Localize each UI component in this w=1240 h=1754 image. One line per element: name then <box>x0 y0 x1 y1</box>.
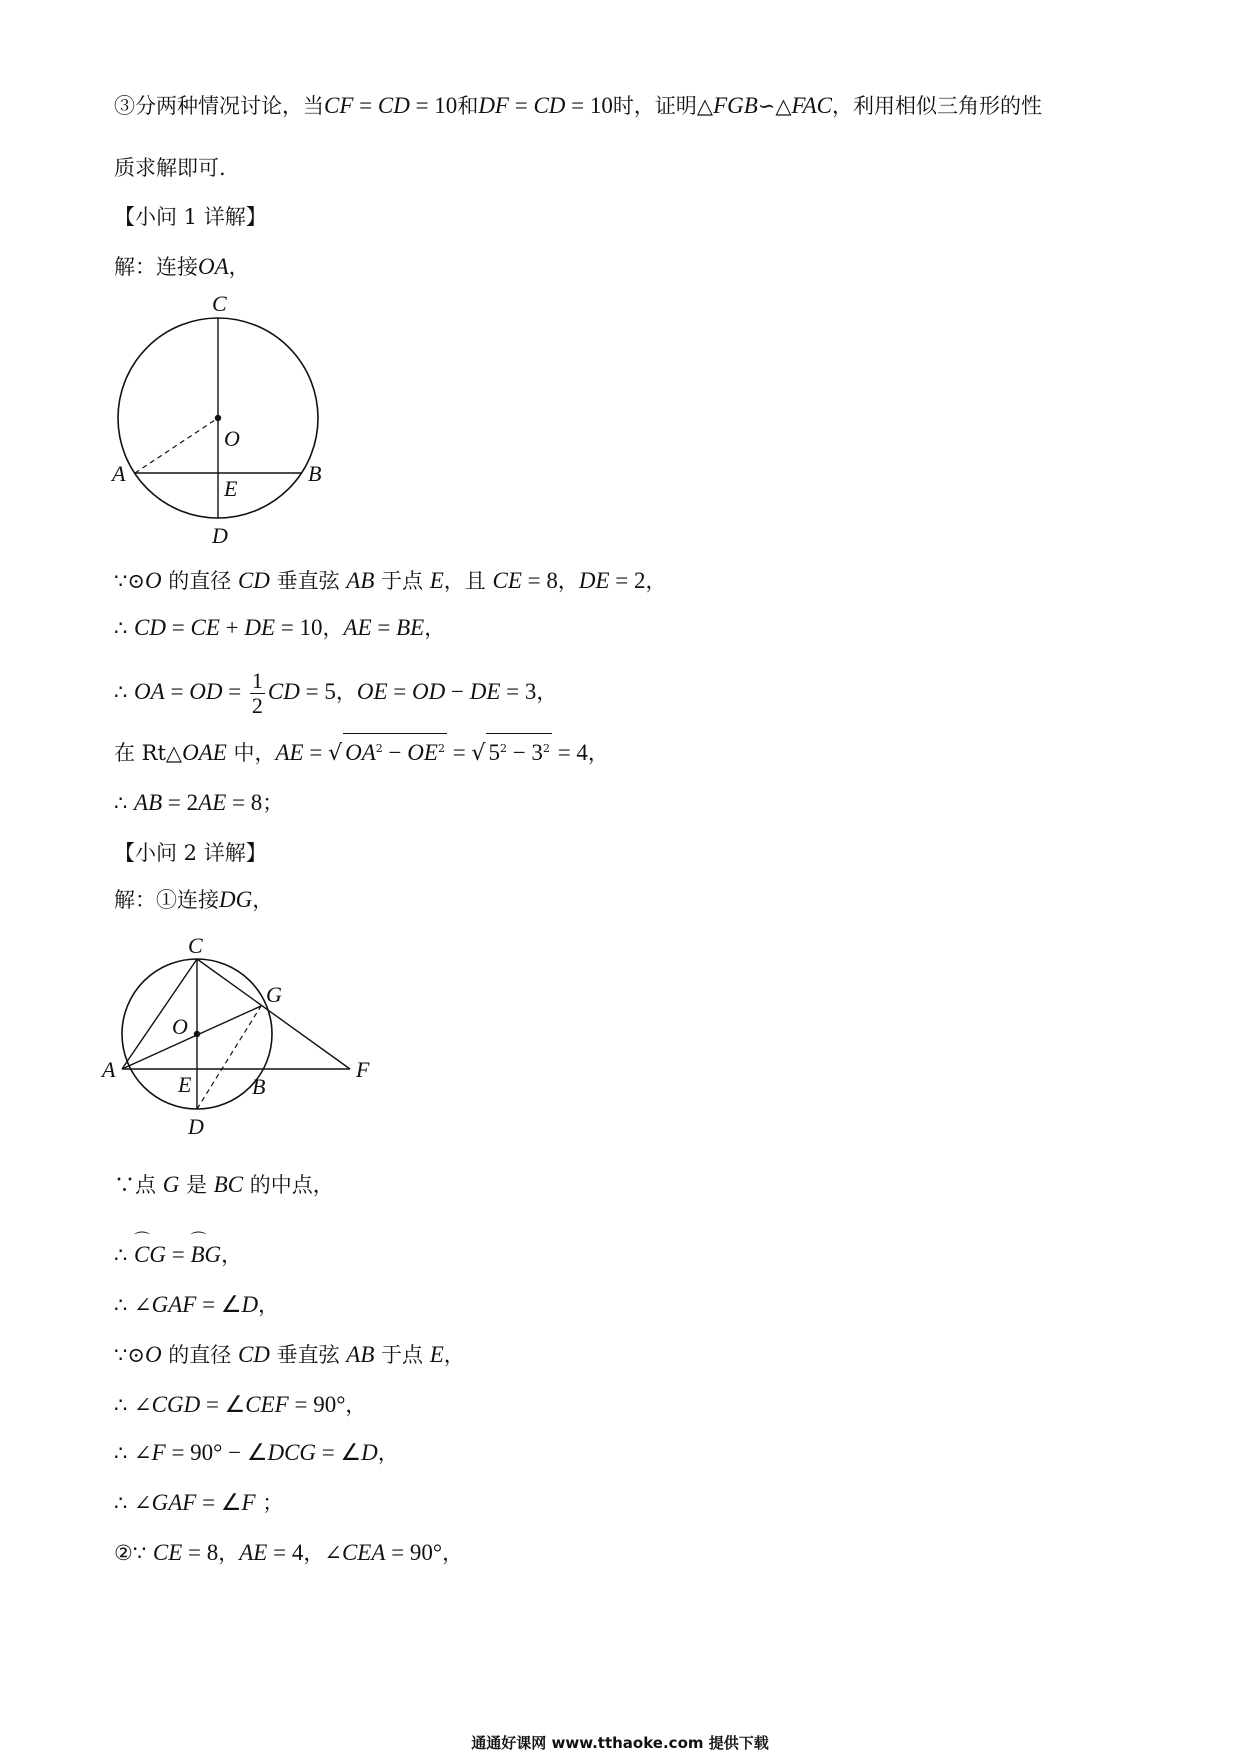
text-line-3: 解：连接OA， <box>114 254 250 279</box>
text-line-6: ∴ OA = OD = $\frac{1}{2}$ CD = 5，OE = OD − DE = 3， <box>114 668 558 718</box>
text-line-17: ②∵ CE = 8，AE = 4，∠CEA = 90°， <box>114 1540 464 1565</box>
label-g: G <box>266 982 282 1007</box>
text-line-5: ∴ CD = CE + DE = 10，AE = BE， <box>114 615 446 640</box>
label-o2: O <box>172 1014 188 1039</box>
center-dot <box>215 415 221 421</box>
label-e2: E <box>178 1072 192 1097</box>
footer-credit: 通通好课网 www.tthaoke.com 提供下载 <box>471 1734 769 1752</box>
text-line-1: ③分两种情况讨论，当CF = CD = 10和DF = CD = 10时，证明△FGB∽△FAC，利用相似三角形的性 <box>114 93 1043 118</box>
text-line-10: ∵点 G 是 BC 的中点， <box>114 1172 334 1197</box>
text-line-8: ∴ AB = 2AE = 8； <box>114 790 284 815</box>
segment-cf <box>197 959 350 1069</box>
label-f: F <box>356 1057 370 1082</box>
text-line-13: ∵⊙O 的直径 CD 垂直弦 AB 于点 E， <box>114 1342 465 1367</box>
label-c2: C <box>188 933 203 958</box>
text-line-12: ∴ ∠GAF = ∠D， <box>114 1292 280 1317</box>
label-a: A <box>112 461 126 486</box>
text-line-16: ∴ ∠GAF = ∠F ； <box>114 1490 284 1515</box>
text-line-9: 解：①连接DG， <box>114 887 274 912</box>
text-line-14: ∴ ∠CGD = ∠CEF = 90°， <box>114 1392 367 1417</box>
section-heading-2: 【小问 2 详解】 <box>114 841 267 865</box>
label-b: B <box>308 461 322 486</box>
center-dot-2 <box>194 1031 200 1037</box>
label-a2: A <box>102 1057 116 1082</box>
fraction-half: $\frac{1}{2}$ <box>251 668 263 718</box>
label-c: C <box>212 291 227 316</box>
label-e: E <box>224 476 238 501</box>
text-line-7: 在 Rt△OAE 中，AE = √ $OA^2 - OE^2$ = √ $5^2 - 3^2 = 4$， <box>114 733 609 769</box>
label-d2: D <box>188 1114 204 1139</box>
text-line-11: ∴ ⌒ CG = ⌒ BG， <box>114 1240 242 1270</box>
text-line-15: ∴ ∠F = 90° − ∠DCG = ∠D， <box>114 1440 399 1465</box>
section-heading-1: 【小问 1 详解】 <box>114 205 267 229</box>
text-line-2: 质求解即可. <box>114 156 226 180</box>
figure-circle-1 <box>100 290 340 550</box>
figure-circle-2 <box>100 930 400 1140</box>
segment-oa <box>135 418 218 473</box>
label-b2: B <box>252 1074 266 1099</box>
label-d: D <box>212 523 228 548</box>
text-line-4: ∵⊙O 的直径 CD 垂直弦 AB 于点 E，且 CE = 8，DE = 2， <box>114 568 667 593</box>
label-o: O <box>224 426 240 451</box>
